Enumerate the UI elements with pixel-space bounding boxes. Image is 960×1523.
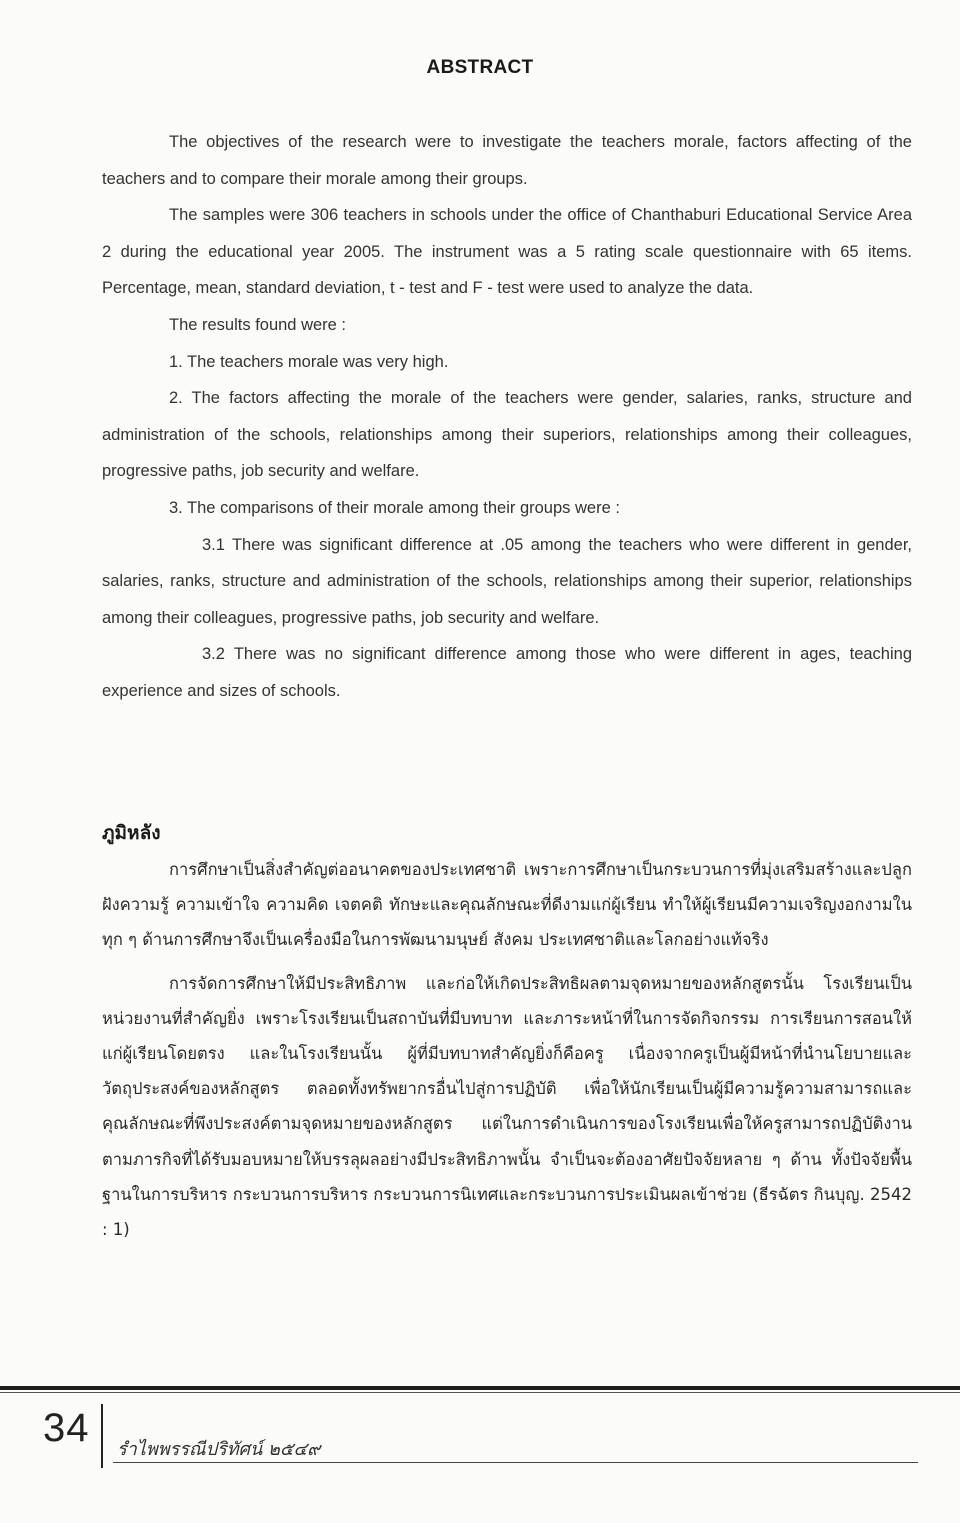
footer-rule xyxy=(0,1386,960,1390)
footer-rule-thin xyxy=(0,1392,960,1393)
abstract-paragraph-samples: The samples were 306 teachers in schools under the office of Chanthaburi Educational Service Area 2 during the educational year 2005. The instrument was a 5 rating scale questionnaire with 65 items. Percentage, mean, standard deviation, t - test and F - test were used to analyze the data. xyxy=(102,206,912,298)
background-heading: ภูมิหลัง xyxy=(102,823,161,844)
abstract-result-3: 3. The comparisons of their morale among their groups were : xyxy=(169,498,620,517)
abstract-result-2: 2. The factors affecting the morale of the teachers were gender, salaries, ranks, structure and administration of the schools, relationships among their superiors, relationships among their colleagues, progressive paths, job security and welfare. xyxy=(102,389,912,481)
background-paragraph-2: การจัดการศึกษาให้มีประสิทธิภาพ และก่อให้เกิดประสิทธิผลตามจุดหมายของหลักสูตรนั้น โรงเรียนเป็นหน่วยงานที่สำคัญยิ่ง เพราะโรงเรียนเป็นสถาบันที่มีบทบาท และภาระหน้าที่ในการจัดกิจกรรม การเรียนการสอนให้แก่ผู้เรียนโดยตรง และในโรงเรียนนั้น ผู้ที่มีบทบาทสำคัญยิ่งก็คือครู เนื่องจากครูเป็นผู้มีหน้าที่นำนโยบายและวัตถุประสงค์ของหลักสูตร ตลอดทั้งทรัพยากรอื่นไปสู่การปฏิบัติ เพื่อให้นักเรียนเป็นผู้มีความรู้ความสามารถและคุณลักษณะที่พึงประสงค์ตามจุดหมายของหลักสูตร แต่ในการดำเนินการของโรงเรียนเพื่อให้ครูสามารถปฏิบัติงานตามภารกิจที่ได้รับมอบหมายให้บรรลุผลอย่างมีประสิทธิภาพนั้น จำเป็นจะต้องอาศัยปัจจัยหลาย ๆ ด้าน ทั้งปัจจัยพื้นฐานในการบริหาร กระบวนการบริหาร กระบวนการนิเทศและกระบวนการประเมินผลเข้าช่วย (ธีรฉัตร กินบุญ. 2542 : 1) xyxy=(102,973,912,1240)
abstract-body xyxy=(102,124,912,710)
abstract-result-1: 1. The teachers morale was very high. xyxy=(169,352,449,371)
abstract-paragraph-results-intro: The results found were : xyxy=(169,315,347,334)
abstract-result-3-1: 3.1 There was significant difference at .05 among the teachers who were different in gender, salaries, ranks, structure and administration of the schools, relationships among their superior, relationships among their colleagues, progressive paths, job security and welfare. xyxy=(102,535,912,627)
page-number: 34 xyxy=(43,1406,90,1450)
background-paragraph-1: การศึกษาเป็นสิ่งสำคัญต่ออนาคตของประเทศชาติ เพราะการศึกษาเป็นกระบวนการที่มุ่งเสริมสร้างและปลูกฝังความรู้ ความเข้าใจ ความคิด เจตคติ ทักษะและคุณลักษณะที่ดีงามแก่ผู้เรียน ทำให้ผู้เรียนมีความเจริญงอกงามในทุก ๆ ด้านการศึกษาจึงเป็นเครื่องมือในการพัฒนามนุษย์ สังคม ประเทศชาติและโลกอย่างแท้จริง xyxy=(102,860,912,950)
journal-title: รำไพพรรณีปริทัศน์ ๒๕๔๙ xyxy=(117,1439,321,1460)
footer-divider xyxy=(101,1404,103,1468)
abstract-paragraph-objectives: The objectives of the research were to investigate the teachers morale, factors affecting of the teachers and to compare their morale among their groups. xyxy=(102,133,912,188)
background-body xyxy=(102,852,912,1247)
journal-underline xyxy=(113,1462,918,1463)
abstract-result-3-2: 3.2 There was no significant difference among those who were different in ages, teaching experience and sizes of schools. xyxy=(102,645,912,700)
abstract-title: ABSTRACT xyxy=(426,57,534,78)
